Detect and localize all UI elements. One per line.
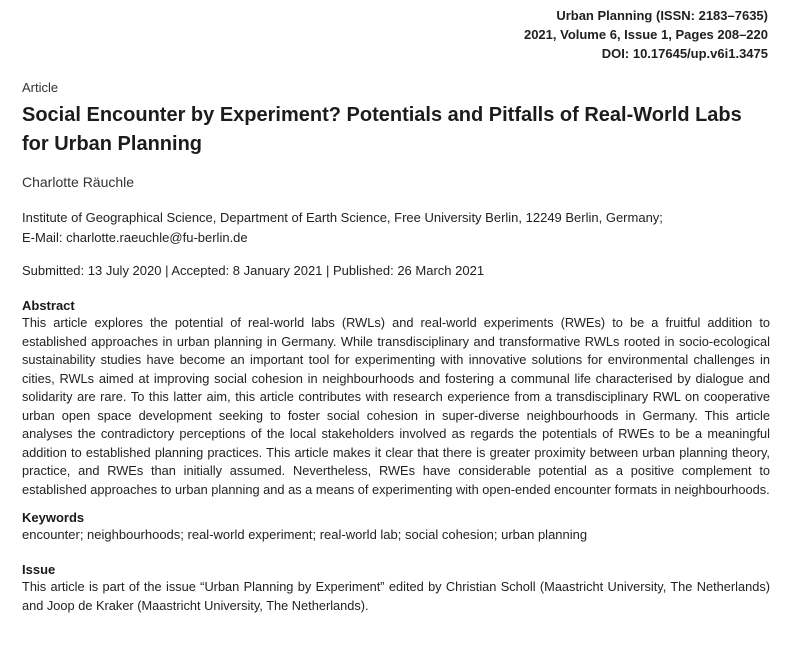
article-type: Article <box>22 80 59 95</box>
journal-issn: Urban Planning (ISSN: 2183–7635) <box>556 8 768 23</box>
journal-header <box>524 6 768 63</box>
email-label: E-Mail: <box>22 230 67 245</box>
email-link[interactable]: charlotte.raeuchle@fu-berlin.de <box>66 230 248 245</box>
issue-section <box>22 561 770 615</box>
keywords-heading: Keywords <box>22 510 85 525</box>
journal-doi: DOI: 10.17645/up.v6i1.3475 <box>601 46 768 61</box>
issue-heading: Issue <box>22 562 56 577</box>
keywords-section <box>22 509 770 544</box>
abstract-section <box>22 297 770 499</box>
issue-text: This article is part of the issue “Urban Planning by Experiment” edited by Christian Scholl (Maastricht University, The Netherlands) and Joop de Kraker (Maastricht University, The Netherlands). <box>22 579 770 613</box>
article-content <box>22 80 770 625</box>
author-name: Charlotte Räuchle <box>22 174 135 190</box>
email-line <box>22 228 770 248</box>
keywords-text: encounter; neighbourhoods; real-world experiment; real-world lab; social cohesion; urban planning <box>22 527 588 542</box>
affiliation-block <box>22 208 770 248</box>
publication-dates: Submitted: 13 July 2020 | Accepted: 8 January 2021 | Published: 26 March 2021 <box>22 263 485 278</box>
journal-volume-pages: 2021, Volume 6, Issue 1, Pages 208–220 <box>523 27 768 42</box>
abstract-text: This article explores the potential of real-world labs (RWLs) and real-world experiments (RWEs) to be a fruitful addition to established approaches in urban planning in Germany. While transdisciplinary and transformative RWLs rooted in socio-ecological sustainability studies have become an important tool for experimenting with innovative solutions for environmental challenges in cities, RWLs aimed at improving social cohesion in neighbourhoods and fostering a communal life characterised by dialogue and solidarity are rare. To this latter aim, this article contributes with research experience from a transdisciplinary RWL on cooperative urban open space development seeking to foster social cohesion in super-diverse neighbourhoods in Germany. This article analyses the contradictory perceptions of the local stakeholders involved as regards the potentials of RWEs to be a meaningful addition to established planning practices. This article makes it clear that there is greater proximity between urban planning theory, practice, and RWEs than initially assumed. Nevertheless, RWEs have considerable potential as a positive complement to established approaches to urban planning and as a means of experimenting with open-ended encounter formats in neighbourhoods. <box>22 315 770 497</box>
article-title: Social Encounter by Experiment? Potentials and Pitfalls of Real-World Labs for Urban Planning <box>22 104 742 155</box>
affiliation: Institute of Geographical Science, Department of Earth Science, Free University Berlin, 12249 Berlin, Germany; <box>22 210 663 225</box>
abstract-heading: Abstract <box>22 298 75 313</box>
